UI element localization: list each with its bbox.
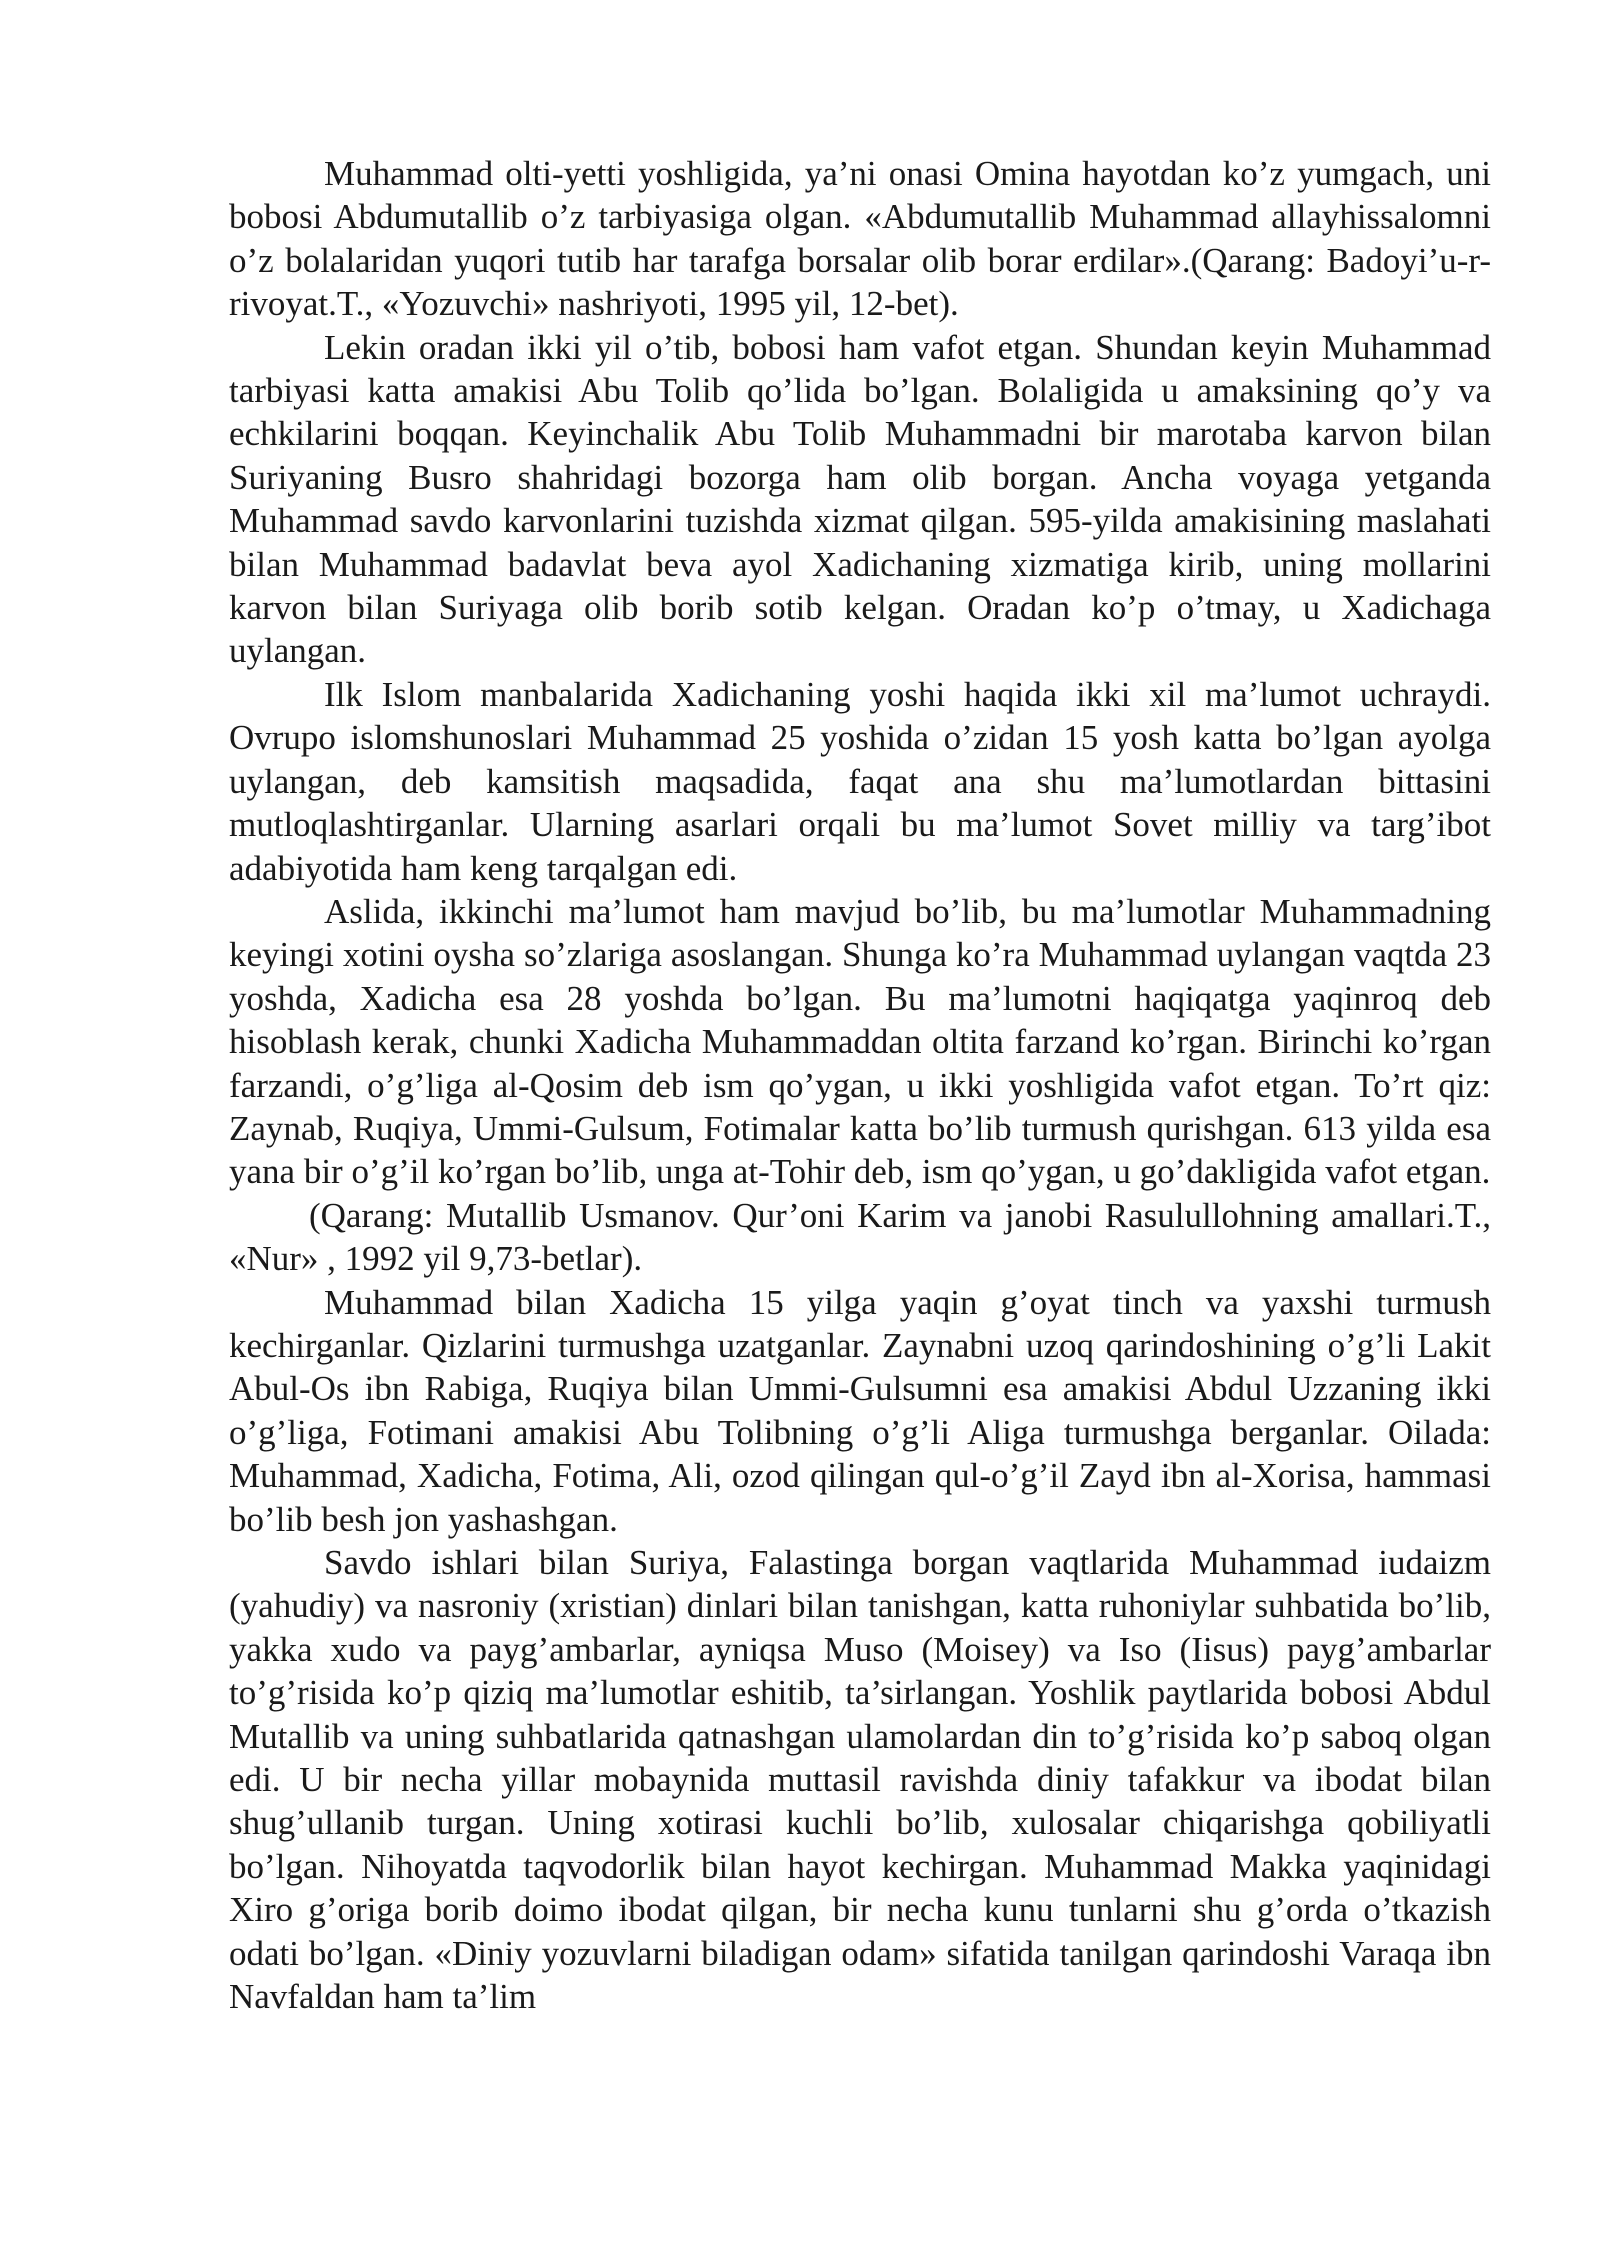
paragraph-2: Lekin oradan ikki yil o’tib, bobosi ham vafot etgan. Shundan keyin Muhammad tarbiyasi katta amakisi Abu Tolib qo’lida bo’lgan. Bolaligida u amaksining qo’y va echkilarini boqqan. Keyinchalik Abu Tolib Muhammadni bir marotaba karvon bilan Suriyaning Busro shahridagi bozorga ham olib borgan. Ancha voyaga yetganda Muhammad savdo karvonlarini tuzishda xizmat qilgan. 595-yilda amakisining maslahati bilan Muhammad badavlat beva ayol Xadichaning xizmatiga kirib, uning mollarini karvon bilan Suriyaga olib borib sotib kelgan. Oradan ko’p o’tmay, u Xadichaga uylangan. <box>229 327 1491 671</box>
paragraph-7: Savdo ishlari bilan Suriya, Falastinga borgan vaqtlarida Muhammad iudaizm (yahudiy) va nasroniy (xristian) dinlari bilan tanishgan, katta ruhoniylar suhbatida bo’lib, yakka xudo va payg’ambarlar, ayniqsa Muso (Moisey) va Iso (Iisus) payg’ambarlar to’g’risida ko’p qiziq ma’lumotlar eshitib, ta’sirlangan. Yoshlik paytlarida bobosi Abdul Mutallib va uning suhbatlarida qatnashgan ulamolardan din to’g’risida ko’p saboq olgan edi. U bir necha yillar mobaynida muttasil ravishda diniy tafakkur va ibodat bilan shug’ullanib turgan. Uning xotirasi kuchli bo’lib, xulosalar chiqarishga qobiliyatli bo’lgan. Nihoyatda taqvodorlik bilan hayot kechirgan. Muhammad Makka yaqinidagi Xiro g’origa borib doimo ibodat qilgan, bir necha kunu tunlarni shu g’orda o’tkazish odati bo’lgan. «Diniy yozuvlarni biladigan odam» sifatida tanilgan qarindoshi Varaqa ibn Navfaldan ham ta’lim <box>229 1543 1491 2017</box>
paragraph-3: Ilk Islom manbalarida Xadichaning yoshi haqida ikki xil ma’lumot uchraydi. Ovrupo islomshunoslari Muhammad 25 yoshida o’zidan 15 yosh katta bo’lgan ayolga uylangan, deb kamsitish maqsadida, faqat ana shu ma’lumotlardan bittasini mutloqlashtirganlar. Ularning asarlari orqali bu ma’lumot Sovet milliy va targ’ibot adabiyotida ham keng tarqalgan edi. <box>229 674 1491 888</box>
paragraph-4: Aslida, ikkinchi ma’lumot ham mavjud bo’lib, bu ma’lumotlar Muhammadning keyingi xotini oysha so’zlariga asoslangan. Shunga ko’ra Muhammad uylangan vaqtda 23 yoshda, Xadicha esa 28 yoshda bo’lgan. Bu ma’lumotni haqiqatga yaqinroq deb hisoblash kerak, chunki Xadicha Muhammaddan oltita farzand ko’rgan. Birinchi ko’rgan farzandi, o’g’liga al-Qosim deb ism qo’ygan, u ikki yoshligida vafot etgan. To’rt qiz: Zaynab, Ruqiya, Ummi-Gulsum, Fotimalar katta bo’lib turmush qurishgan. 613 yilda esa yana bir o’g’il ko’rgan bo’lib, unga at-Tohir deb, ism qo’ygan, u go’dakligida vafot etgan. <box>229 891 1491 1192</box>
paragraph-6: Muhammad bilan Xadicha 15 yilga yaqin g’oyat tinch va yaxshi turmush kechirganlar. Qizlarini turmushga uzatganlar. Zaynabni uzoq qarindoshining o’g’li Lakit Abul-Os ibn Rabiga, Ruqiya bilan Ummi-Gulsumni esa amakisi Abdul Uzzaning ikki o’g’liga, Fotimani amakisi Abu Tolibning o’g’li Aliga turmushga berganlar. Oilada: Muhammad, Xadicha, Fotima, Ali, ozod qilingan qul-o’g’il Zayd ibn al-Xorisa, hammasi bo’lib besh jon yashashgan. <box>229 1282 1491 1539</box>
paragraph-reference: (Qarang: Mutallib Usmanov. Qur’oni Karim va janobi Rasulullohning amallari.T., «Nur» , 1992 yil 9,73-betlar). <box>229 1195 1491 1279</box>
paragraph-1: Muhammad olti-yetti yoshligida, ya’ni onasi Omina hayotdan ko’z yumgach, uni bobosi Abdumutallib o’z tarbiyasiga olgan. «Abdumutallib Muhammad allayhissalomni o’z bolalaridan yuqori tutib har tarafga borsalar olib borar erdilar».(Qarang: Badoyi’u-r-rivoyat.T., «Yozuvchi» nashriyoti, 1995 yil, 12-bet). <box>229 154 1491 324</box>
document-page <box>229 152 1491 2018</box>
